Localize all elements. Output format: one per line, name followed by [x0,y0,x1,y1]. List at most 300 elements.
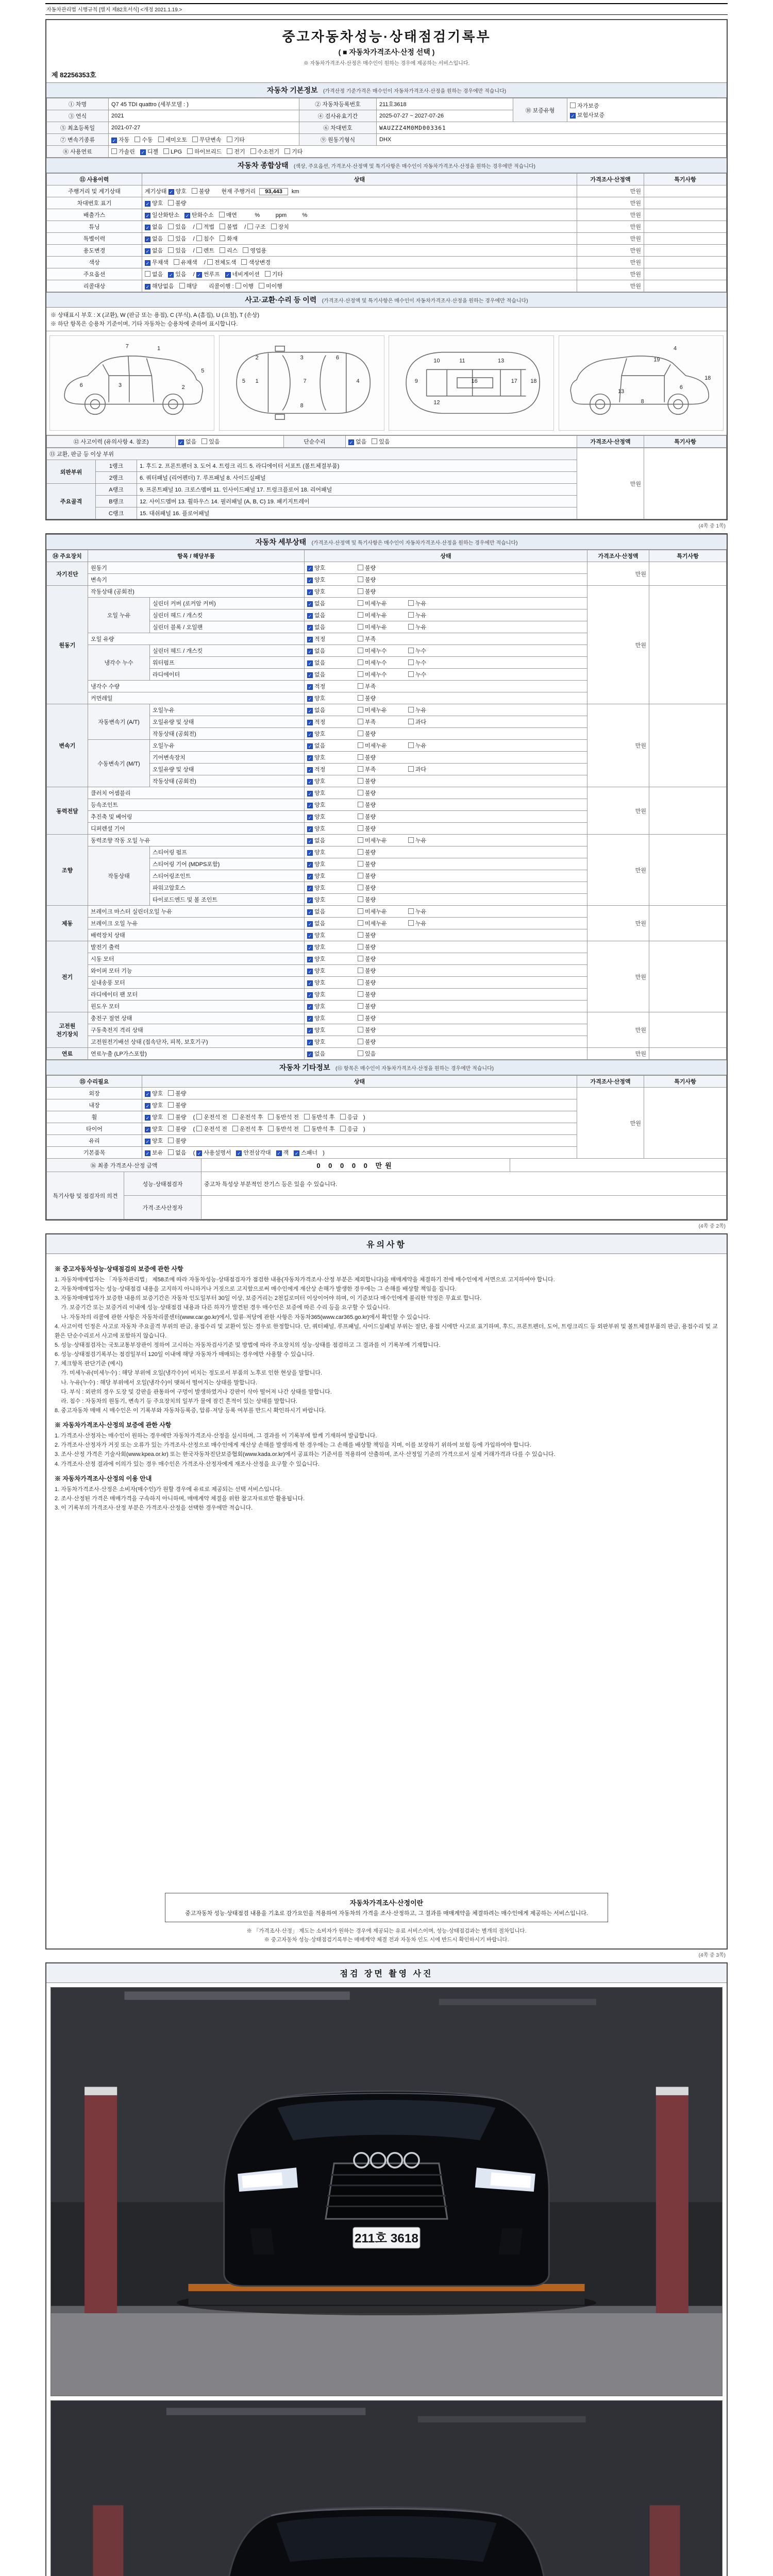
checkbox-icon [408,624,414,630]
page-mark: (4쪽 중 1쪽) [698,523,726,529]
option-2: 누수 [408,647,453,655]
price-cell: 만원 [577,268,644,280]
checkbox-icon [220,224,225,229]
main-frame-group-label: 주요골격 [47,484,96,519]
col-status: 상태 [142,1076,577,1088]
overall-row [47,257,727,268]
option-1: 불량 [358,1038,403,1046]
part-text: 현재 주행거리 [215,189,258,195]
final-price-label: ⑯ 최종 가격조사·산정 금액 [47,1159,201,1172]
option-0: ✓ 양호 [308,933,326,939]
checkbox-icon [408,837,414,843]
device-item-label: 시동 모터 [88,953,305,965]
checked-checkbox-icon: ✓ [294,1151,299,1156]
notice-item: 8. 중고자동차 매매 시 매수인은 이 기록부와 자동차등록증, 압류·저당 등록 여부를 반드시 확인하시기 바랍니다. [55,1407,326,1414]
col-price: 가격조사·산정액 [577,174,644,185]
option-0: ✓ 양호 [308,565,326,571]
note-cell [644,245,727,257]
etc-item-label: 타이어 [47,1123,142,1135]
option-0: ✓ 양호 [308,968,326,974]
checkbox-icon [284,148,290,154]
device-item-label: 디퍼렌셜 기어 [88,823,305,835]
car-diagram-top-view [219,335,384,431]
sheet-detail [45,533,728,1221]
rank-label: 2랭크 [96,472,137,484]
option-0: ✓ 없음 [308,909,326,915]
device-status [305,775,587,787]
lift-post-right [650,2505,680,2576]
device-item-label: 오일유량 및 상태 [150,764,305,775]
checkbox-icon [201,438,207,444]
etc-row [47,1088,727,1099]
col-note: 특기사항 [649,550,727,562]
checkbox-icon [358,814,363,819]
checkbox-icon [408,766,414,772]
final-price-amount [201,1159,510,1172]
device-group-label: 자기진단 [47,562,88,586]
option-1: 있음 [201,437,220,446]
checked-checkbox-icon: ✓ [145,1151,150,1156]
checkbox-icon [196,1126,202,1131]
checked-checkbox-icon: ✓ [308,673,312,678]
note-cell [649,941,727,1012]
device-item-label: 변속기 [88,574,305,586]
checkbox-icon [168,1138,174,1143]
option-4: 전기 [227,147,245,156]
part-text: / [191,224,196,230]
price-cell: 만원 [577,257,644,268]
checkbox-icon [168,235,174,241]
checked-checkbox-icon: ✓ [145,201,150,207]
inspection-photo-front [51,1988,722,2396]
checkbox-icon [358,885,363,890]
option-1: 불량 [358,824,403,833]
checkbox-icon [220,247,225,253]
option-1: 미세누수 [358,670,403,679]
rank-label: A랭크 [96,484,137,496]
device-item-label: 연료누출 (LP가스포함) [88,1048,305,1060]
col-price: 가격조사·산정액 [577,1076,644,1088]
device-group-label: 전기 [47,941,88,1012]
checkbox-icon [358,1027,363,1032]
option-2: 과다 [408,765,453,773]
device-sub-label: 오일 누유 [88,598,150,633]
table-row [47,122,727,134]
device-status [305,858,587,870]
part-text: ( [191,1150,197,1156]
price-cell: 만원 [577,233,644,245]
checkbox-icon [340,1114,346,1120]
price-cell: 만원 [577,1088,644,1159]
page-mark: (4쪽 중 3쪽) [698,1953,726,1958]
option-0: 가솔린 [111,147,135,156]
checked-checkbox-icon: ✓ [308,827,312,832]
device-status [305,669,587,681]
diagram-part-number: 13 [498,358,505,364]
year-label: ③ 연식 [47,110,109,122]
price-cell: 만원 [577,280,644,292]
document-number: 제 82256353호 [52,71,96,79]
device-sub-label: 냉각수 누수 [88,645,150,681]
device-status [305,645,587,657]
diagram-part-number: 6 [79,382,83,388]
device-sub-label: 자동변속기 (A/T) [88,704,150,740]
option-6: 기타 [284,147,303,156]
overall-status [142,233,577,245]
warranty-options [567,98,727,122]
checked-checkbox-icon: ✓ [349,440,354,445]
photos-title: 점검 장면 촬영 사진 [46,1963,727,1983]
opinion-who-inspector: 성능·상태점검자 [124,1172,201,1196]
checkbox-icon [358,766,363,772]
option-0: ✓ 양호 [308,850,326,856]
device-status [305,846,587,858]
notice-section-heading: ※ 자동차가격조사·산정의 이용 안내 [55,1475,152,1482]
option-0: ✓ 없음 [308,601,326,607]
checked-checkbox-icon: ✓ [308,602,312,607]
checkbox-icon [408,671,414,677]
option-2: 누유 [408,919,453,927]
checkbox-icon [158,137,164,142]
state-code-legend [46,308,727,331]
option-1: 미세누유 [358,741,403,750]
etc-status [142,1111,577,1123]
accident-history-options [176,436,284,448]
option-0: ✓ 없음 [308,1051,326,1057]
checkbox-icon [408,659,414,665]
device-item-label: 오일유량 및 상태 [150,716,305,728]
option-0: ✓ 양호 [308,992,326,998]
overall-row [47,185,727,197]
part-text: ) [363,1114,365,1121]
diagram-part-number: 2 [181,384,185,391]
device-item-label: 오일누유 [150,740,305,752]
etc-item-label: 기본품목 [47,1147,142,1159]
option-0: ✓ 없음 [145,236,163,242]
reg-no-value: 211호3618 [377,98,513,110]
etc-note: (⑮ 항목은 매수인이 자동차가격조사·산정을 원하는 경우에만 적습니다) [335,1066,494,1072]
device-item-label: 기어변속장치 [150,752,305,764]
option-0: ✓ 해당없음 [145,283,174,290]
checked-checkbox-icon: ✓ [145,1104,150,1109]
checkbox-icon [358,920,363,926]
etc-title: 자동차 기타정보 [279,1063,330,1072]
checked-checkbox-icon: ✓ [308,744,312,749]
device-item-label: 실린더 헤드 / 개스킷 [150,645,305,657]
device-item-label: 워터펌프 [150,657,305,669]
checked-checkbox-icon: ✓ [145,284,150,290]
part-text: 리콜이행 : [202,283,236,290]
checkbox-icon [358,979,363,985]
device-status [305,835,587,846]
detail-condition-table [46,550,727,1060]
device-status [305,882,587,894]
part-text: ) [323,1150,325,1156]
checkbox-icon [358,683,363,689]
checkbox-icon [358,968,363,973]
checkbox-icon [135,137,140,142]
device-item-label: 라디에이터 팬 모터 [88,989,305,1001]
diagram-part-number: 18 [704,375,711,382]
col-status: 상태 [142,174,577,185]
checked-checkbox-icon: ✓ [179,440,183,445]
checked-checkbox-icon: ✓ [308,993,312,998]
checked-checkbox-icon: ✓ [308,922,312,927]
final-price-row [47,1159,727,1172]
note-cell [649,835,727,906]
outer-panel-group-label: 외판부위 [47,460,96,484]
device-item-label: 브레이크 오일 누유 [88,918,305,929]
device-item-label: 실린더 헤드 / 개스킷 [150,609,305,621]
option-1: ✓ 안전삼각대 [237,1150,271,1156]
section-title-etc [46,1060,727,1075]
checkbox-icon [168,1126,174,1131]
notice-section-heading: ※ 중고자동차성능·상태점검의 보증에 관한 사항 [55,1265,183,1273]
device-item-label: 파워고압호스 [150,882,305,894]
overall-item-label: 색상 [47,257,142,268]
front-grille [326,2163,447,2219]
option-0: ✓ 양호 [308,826,326,832]
car-diagram-underbody [389,335,553,431]
diagram-part-number: 1 [157,345,161,352]
device-status [305,787,587,799]
option-0: ✓ 적정 [308,719,326,725]
car-damage-diagrams [46,331,727,435]
checkbox-icon [304,1114,310,1120]
option-0: 렌트 [196,246,214,255]
notice-item: 2. 조사·산정된 가격은 매매가격을 구속하지 아니하며, 매매계약 체결을 위한 참고자료로만 활용됩니다. [55,1495,305,1502]
checkbox-icon [358,588,363,594]
device-status [305,740,587,752]
option-3: ✓ 스패너 [294,1150,318,1156]
option-1: 유채색 [174,258,197,266]
mileage-value: 93,443 [259,188,288,195]
checkbox-icon [570,103,576,108]
overall-item-label: 튜닝 [47,221,142,233]
table-header-row [47,174,727,185]
option-1: 미세누유 [358,836,403,844]
overall-status [142,221,577,233]
fuel-options [109,146,727,158]
inspection-photo-front-frame [51,1987,722,2396]
device-status [305,716,587,728]
device-item-label: 작동상태 (공회전) [150,775,305,787]
price-cell: 만원 [577,221,644,233]
device-status [305,692,587,704]
checkbox-icon [168,1114,174,1120]
option-2: 누유 [408,741,453,750]
vin-value: WAUZZZ4M0MD003361 [377,122,727,134]
device-status [305,906,587,918]
option-1: 불량 [358,730,403,738]
device-item-label: 브레이크 마스터 실린더오일 누유 [88,906,305,918]
price-cell: 만원 [587,787,649,835]
option-1: 미세누유 [358,706,403,714]
device-status [305,941,587,953]
note-cell [649,906,727,941]
inspection-label: ④ 검사유효기간 [299,110,377,122]
option-2: 누유 [408,907,453,916]
checkbox-icon [340,1126,346,1131]
checked-checkbox-icon: ✓ [145,225,150,230]
detail-note: (가격조사·산정액 및 특기사항은 매수인이 자동차가격조사·산정을 원하는 경우에만 적습니다) [311,540,518,546]
checked-checkbox-icon: ✓ [308,649,312,654]
diagram-part-number: 18 [530,378,537,385]
overall-condition-table [46,173,727,292]
checked-checkbox-icon: ✓ [112,138,116,143]
option-0: ✓ 양호 [308,814,326,820]
device-status [305,953,587,965]
device-status [305,704,587,716]
checkbox-icon [408,612,414,618]
device-item-label: 고전원전기배선 상태 (접속단자, 피복, 보호기구) [88,1036,305,1048]
option-2: 누유 [408,623,453,631]
diagram-part-number: 10 [433,358,440,364]
device-status [305,870,587,882]
option-1: 리스 [220,246,238,255]
option-1: 운전석 후 [232,1125,263,1133]
overall-row [47,280,727,292]
col-device: ⑭ 주요장치 [47,550,88,562]
notice-item: 6. 성능·상태점검기록부는 점검일부터 120일 이내에 해당 자동차가 매매되는 경우에만 사용할 수 있습니다. [55,1351,314,1358]
option-1: 불량 [358,575,403,584]
option-1: 불량 [358,753,403,761]
note-cell [644,209,727,221]
table-header-row [47,1076,727,1088]
final-price-note [510,1159,727,1172]
diagram-part-number: 5 [201,368,205,375]
option-2: 누수 [408,658,453,667]
device-status [305,574,587,586]
checkbox-icon [168,1149,174,1155]
notice-section-heading: ※ 자동차가격조사·산정의 보증에 관한 사항 [55,1421,172,1429]
overall-row [47,268,727,280]
checked-checkbox-icon: ✓ [308,1028,312,1033]
notice-item: 가. 보증기간 또는 보증거리 이내에 성능·상태점검 내용과 다른 하자가 발견된 경우 매수인은 보증에 따른 수리 등을 요구할 수 있습니다. [55,1304,390,1311]
notice-item: 2. 가격조사·산정자가 거짓 또는 오류가 있는 가격조사·산정으로 매수인에게 재산상 손해를 발생하게 한 경우에는 그 손해를 배상할 책임을 지며, 이를 보장하기 위하여 보험 등에 가입하여야 합니다. [55,1442,531,1449]
detail-row [47,906,727,918]
checked-checkbox-icon: ✓ [141,150,145,155]
amount-digits: 0 0 0 0 0 [316,1162,371,1170]
checked-checkbox-icon: ✓ [570,113,575,118]
warranty-label: ⑩ 보증유형 [513,98,567,122]
checkbox-icon [408,600,414,606]
checkbox-icon [358,790,363,795]
diagram-part-number: 4 [673,345,677,352]
etc-status [142,1099,577,1111]
section-title-detail [46,534,727,550]
checked-checkbox-icon: ✓ [308,969,312,974]
checked-checkbox-icon: ✓ [308,874,312,879]
option-3: 하이브리드 [187,147,222,156]
notice-item: 7. 체크항목 판단기준 (예시) [55,1361,123,1367]
option-0: ✓ 없음 [308,672,326,678]
checkbox-icon [408,719,414,724]
device-status [305,1012,587,1024]
option-1: 불량 [358,848,403,856]
checkbox-icon [192,137,198,142]
accident-note: (가격조사·산정액 및 특기사항은 매수인이 자동차가격조사·산정을 원하는 경우에만 적습니다) [322,298,528,304]
checked-checkbox-icon: ✓ [308,851,312,856]
reg-no-label: ② 자동차등록번호 [299,98,377,110]
option-1: 색상변경 [241,258,271,266]
option-2: 기타 [265,270,283,278]
option-1: 불량 [358,860,403,868]
device-item-label: 라디에이터 [150,669,305,681]
device-item-label: 타이로드엔드 및 볼 조인트 [150,894,305,906]
col-status: 상태 [305,550,587,562]
checkbox-icon [358,600,363,606]
checkbox-icon [268,1126,274,1131]
checkbox-icon [358,908,363,914]
option-1: 불량 [358,978,403,987]
checkbox-icon [168,247,174,253]
option-1: ✓ 있음 [169,272,187,278]
notice-item: 라. 침수 : 자동차의 원동기, 변속기 등 주요장치의 일부가 물에 잠긴 흔적이 있는 상태를 말합니다. [55,1398,298,1404]
checkbox-icon [227,148,232,154]
device-status [305,562,587,574]
note-cell [644,233,727,245]
part-text: / [243,224,248,230]
checkbox-icon [358,577,363,582]
table-row [47,134,727,146]
option-0: 전체도색 [207,258,237,266]
option-0: ✓ 양호 [308,755,326,761]
exchange-parts-label-row [47,448,727,460]
notice-item: 다. 부식 : 외판의 경우 도장 및 강판을 관통하여 구멍이 발생하였거나 강판이 삭아 떨어져 나간 상태를 말합니다. [55,1388,332,1395]
checkbox-icon [179,283,185,289]
device-item-label: 실린더 블록 / 오일팬 [150,621,305,633]
device-item-label: 작동상태 (공회전) [88,586,305,598]
simple-repair-options [346,436,577,448]
checkbox-icon [358,671,363,677]
notice-footer-2: ※ 중고자동차 성능·상태점검기록부는 매매계약 체결 전과 자동차 인도 시에 반드시 확인하시기 바랍니다. [264,1937,509,1943]
checkbox-icon [241,259,247,265]
checked-checkbox-icon: ✓ [308,1016,312,1022]
device-group-label: 원동기 [47,586,88,704]
checkbox-icon [174,259,179,265]
notice-item: 3. 이 기록부의 가격조사·산정 부분은 가격조사·산정을 선택한 경우에만 적습니다. [55,1504,253,1511]
option-0: ✓ 양호 [145,200,163,207]
option-0: 적법 [196,223,214,231]
note-cell [649,1012,727,1048]
detail-row [47,704,727,716]
option-1: 불량 [358,872,403,880]
checkbox-icon [358,695,363,701]
notice-item: 4. 가격조사·산정 결과에 이의가 있는 경우 매수인은 가격조사·산정자에게 재조사·산정을 요구할 수 있습니다. [55,1461,320,1467]
rank-items: 6. 쿼터패널 (리어펜더) 7. 루프패널 8. 사이드실패널 [137,472,577,484]
checkbox-icon [358,648,363,653]
checked-checkbox-icon: ✓ [308,720,312,725]
opinion-who-appraiser: 가격·조사산정자 [124,1196,201,1219]
rank-label: C랭크 [96,507,137,519]
option-0: 없음 [145,270,163,278]
option-1: 해당 [179,282,197,290]
part-text: / [191,272,196,278]
device-item-label: 구동축전지 격리 상태 [88,1024,305,1036]
option-4: 응급 [340,1125,358,1133]
checked-checkbox-icon: ✓ [145,1092,150,1097]
option-0: ✓ 양호 [308,980,326,986]
checked-checkbox-icon: ✓ [308,910,312,915]
table-header-row [47,550,727,562]
section-title-basic [46,82,727,98]
checkbox-icon [196,235,202,241]
basic-info-table [46,98,727,158]
device-status [305,823,587,835]
etc-status [142,1135,577,1147]
option-0: ✓ 양호 [308,1039,326,1045]
